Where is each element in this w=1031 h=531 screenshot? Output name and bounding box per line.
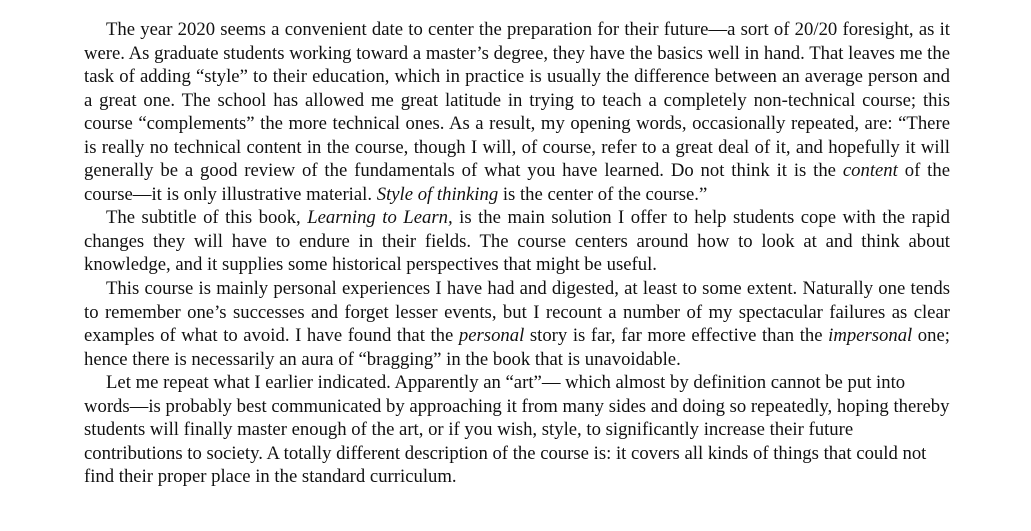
paragraph-1 (84, 18, 950, 206)
text-run: Let me repeat what I earlier indicated. Apparently an “art”— which almost by definition cannot be put into words—is probably best communicated by approaching it from many sides and doing so repeatedly, hoping thereby students will finally master enough of the art, or if you wish, style, to significantly increase their future contributions to society. A totally different description of the course is: it covers all kinds of things that could not find their proper place in the standard curriculum. (84, 372, 950, 488)
text-run: one; hence there is necessarily an aura of “bragging” in the book that is unavoidable. (84, 325, 950, 370)
italic-run: personal (458, 325, 525, 347)
text-run: is the main solution I offer to help students cope with the rapid changes they will have to endure in their fields. The course centers around how to look at and think about knowledge, and it supplies some historical perspectives that might be useful. (84, 207, 950, 276)
text-run: This course is mainly personal experiences I have had and digested, at least to some extent. Naturally one tends to remember one’s successes and forget lesser events, but I recount a number of my spectacular failures as clear examples of what to avoid. I have found that the (84, 278, 950, 347)
text-run: The year 2020 seems a convenient date to center the preparation for their future—a sort of 20/20 foresight, as it were. As graduate students working toward a master’s degree, they have the basics well in hand. That leaves me the task of adding “style” to their education, which in practice is usually the difference between an average person and a great one. The school has allowed me great latitude in trying to teach a completely non-technical course; this course “complements” the more technical ones. As a result, my opening words, occasionally repeated, are: “There is really no technical content in the course, though I will, of course, refer to a great deal of it, and hopefully it will generally be a good review of the fundamentals of what you have learned. Do not think it is the (84, 19, 950, 182)
italic-run: impersonal (828, 325, 913, 347)
text-run: of the course—it is only illustrative material. (84, 160, 950, 205)
paragraph-3 (84, 277, 950, 371)
text-run: is the center of the course.” (498, 183, 708, 205)
paragraph-2 (84, 206, 950, 277)
paragraph-4 (84, 371, 950, 489)
text-run: The subtitle of this book, (106, 207, 308, 229)
italic-run: Learning to Learn, (307, 207, 453, 229)
italic-run: Style of thinking (376, 183, 499, 205)
text-run: story is far, far more effective than the (524, 325, 829, 347)
italic-run: content (842, 160, 898, 182)
body-text (84, 18, 950, 489)
